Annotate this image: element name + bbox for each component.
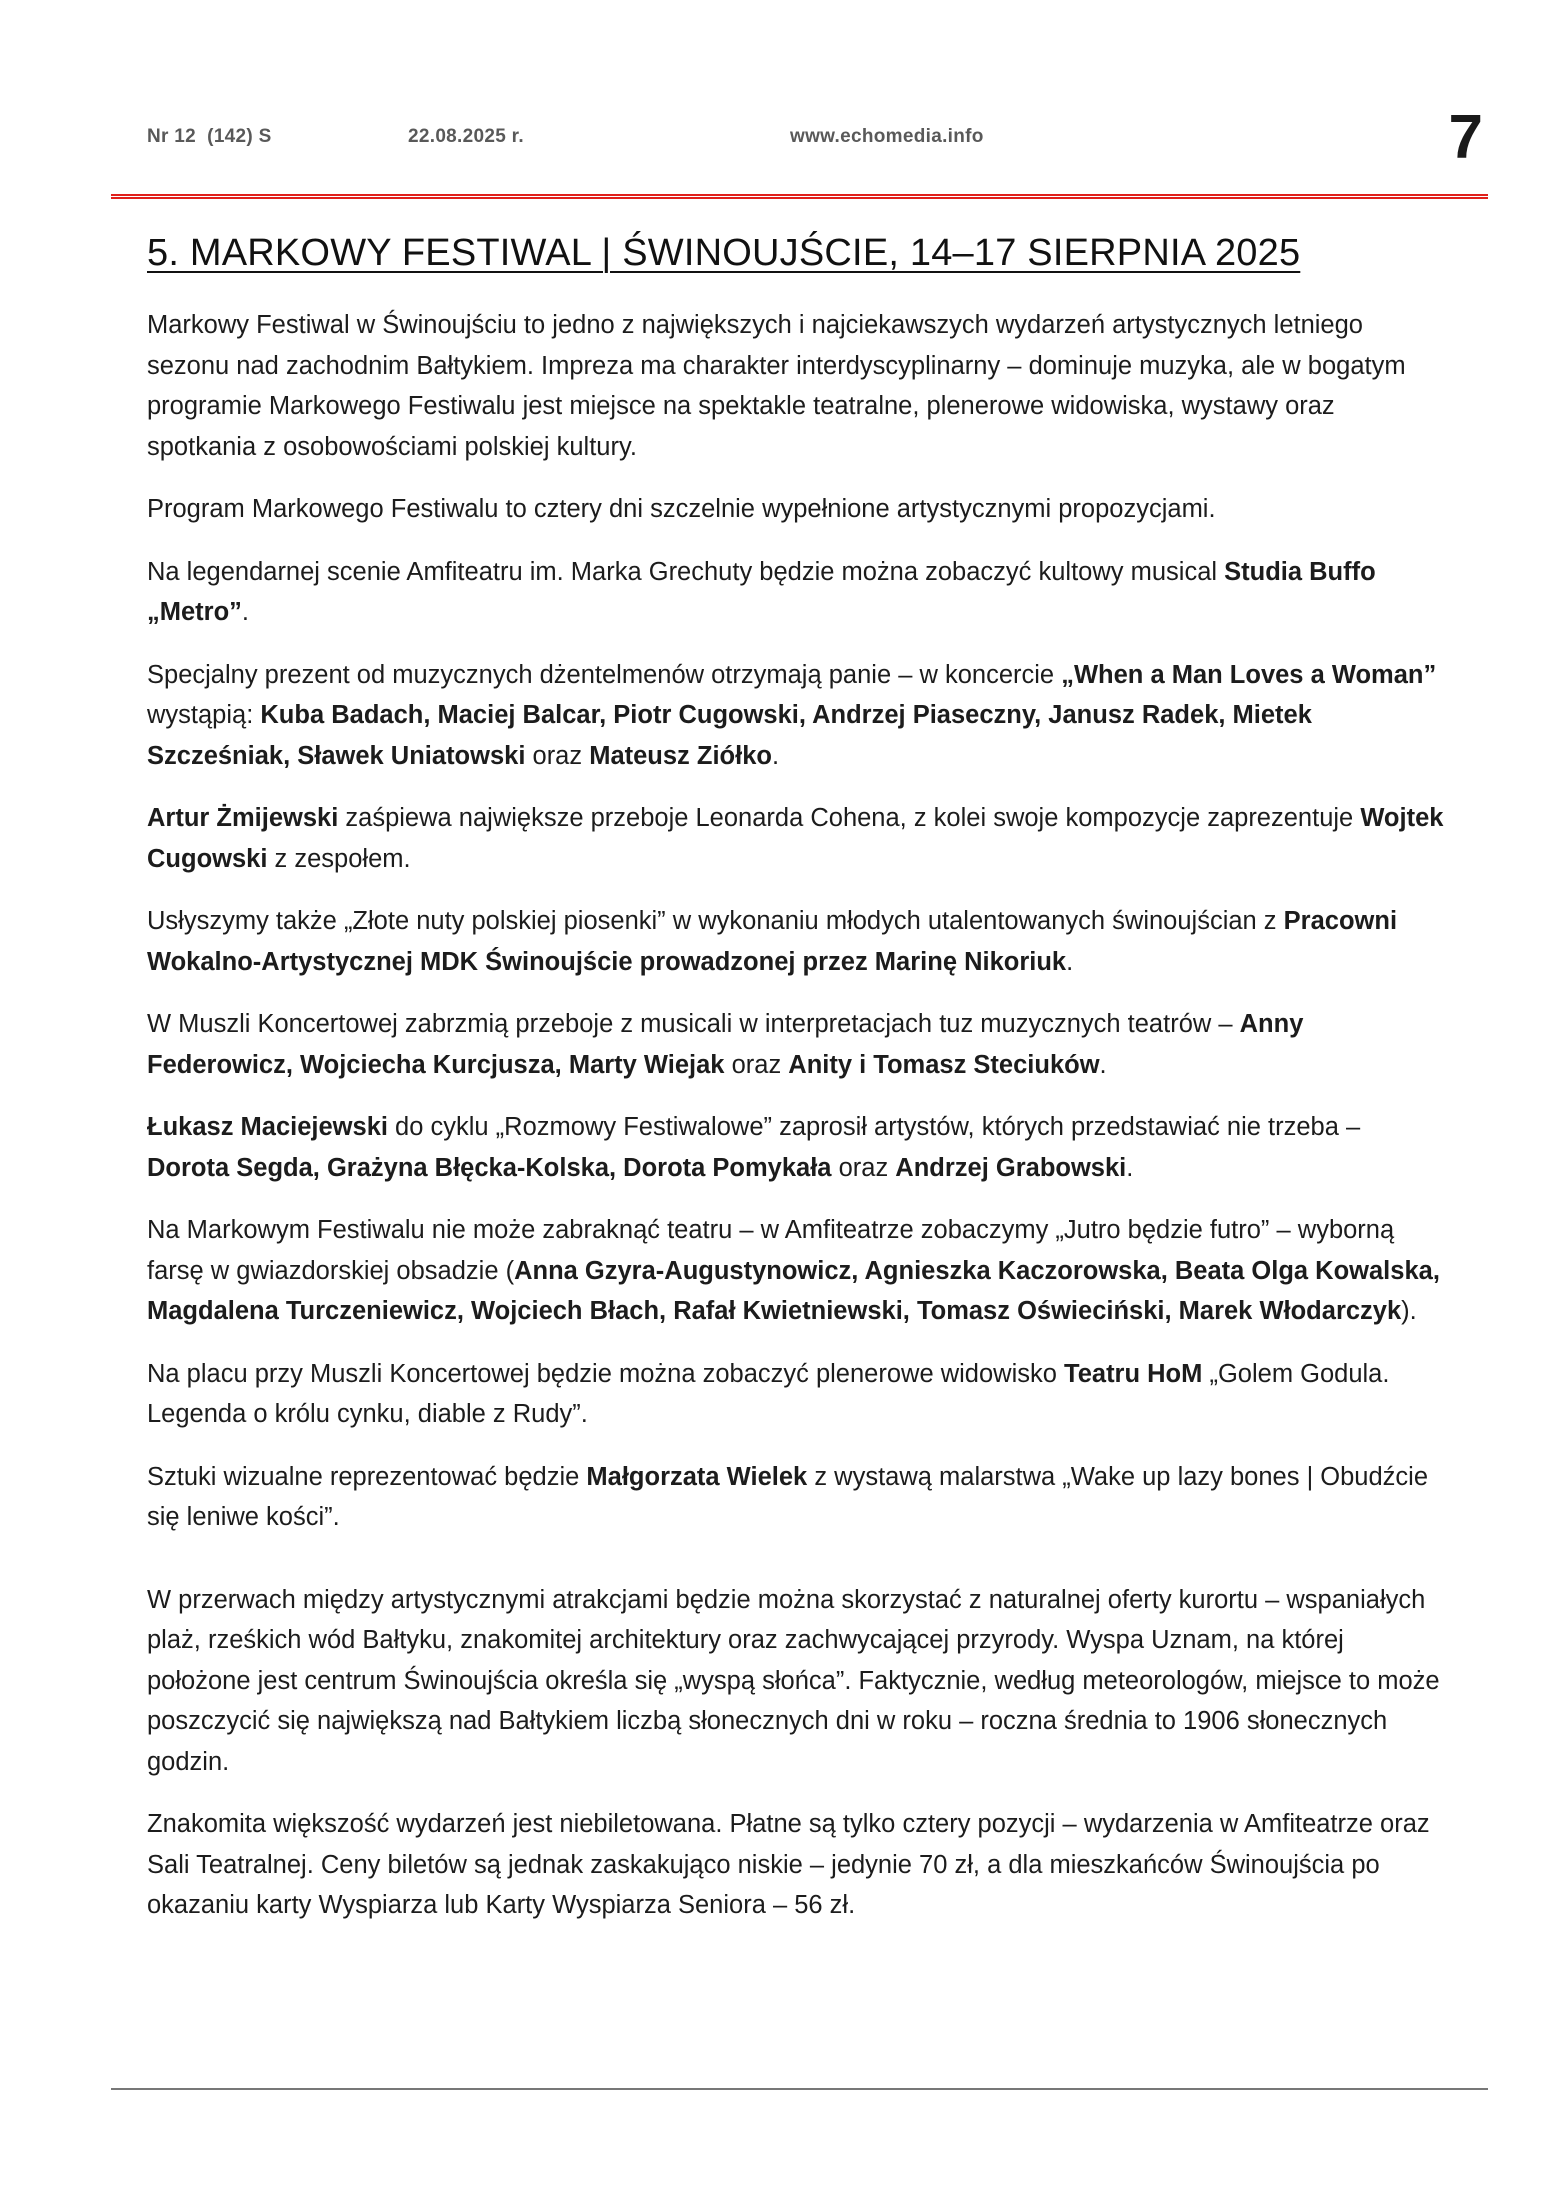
article [147, 232, 1447, 1948]
paragraph-outdoor: Na placu przy Muszli Koncertowej będzie można zobaczyć plenerowe widowisko Teatru HoM „Golem Godula. Legenda o królu cynku, diable z Rudy”. [147, 1359, 1390, 1428]
issue-number: Nr 12 (142) S [147, 126, 272, 147]
paragraph-musicals: W Muszli Koncertowej zabrzmią przeboje z musicali w interpretacjach tuz muzycznych teatrów – Anny Federowicz, Wojciecha Kurcjusza, Marty Wiejak oraz Anity i Tomasz Steciuków. [147, 1010, 1304, 1079]
article-title: 5. MARKOWY FESTIWAL | ŚWINOUJŚCIE, 14–17 SIERPNIA 2025 [147, 232, 1301, 274]
paragraph-tickets: Znakomita większość wydarzeń jest niebiletowana. Płatne są tylko cztery pozycji – wydarzenia w Amfiteatrze oraz Sali Teatralnej. Ceny biletów są jednak zaskakująco niskie – jedynie 70 zł, a dla mieszkańców Świnoujścia po okazaniu karty Wyspiarza lub Karty Wyspiarza Seniora – 56 zł. [147, 1810, 1430, 1919]
page-number: 7 [1448, 103, 1483, 172]
paragraph-metro: Na legendarnej scenie Amfiteatru im. Marka Grechuty będzie można zobaczyć kultowy musical Studia Buffo „Metro”. [147, 557, 1376, 626]
spacer [147, 1560, 1447, 1580]
footer-divider [111, 2088, 1488, 2090]
paragraph-concert: Specjalny prezent od muzycznych dżentelmenów otrzymają panie – w koncercie „When a Man Loves a Woman” wystąpią: Kuba Badach, Maciej Balcar, Piotr Cugowski, Andrzej Piaseczny, Janusz Radek, Mietek Szcześniak, Sławek Uniatowski oraz Mateusz Ziółko. [147, 660, 1437, 770]
paragraph-cohen: Artur Żmijewski zaśpiewa największe przeboje Leonarda Cohena, z kolei swoje kompozycje zaprezentuje Wojtek Cugowski z zespołem. [147, 804, 1444, 873]
paragraph-exhibition: Sztuki wizualne reprezentować będzie Małgorzata Wielek z wystawą malarstwa „Wake up lazy bones | Obudźcie się leniwe kości”. [147, 1462, 1429, 1531]
paragraph-rozmowy: Łukasz Maciejewski do cyklu „Rozmowy Festiwalowe” zaprosił artystów, których przedstawiać nie trzeba – Dorota Segda, Grażyna Błęcka-Kolska, Dorota Pomykała oraz Andrzej Grabowski. [147, 1113, 1361, 1182]
paragraph-intro: Markowy Festiwal w Świnoujściu to jedno z największych i najciekawszych wydarzeń artystycznych letniego sezonu nad zachodnim Bałtykiem. Impreza ma charakter interdyscyplinarny – dominuje muzyka, ale w bogatym programie Markowego Festiwalu jest miejsce na spektakle teatralne, plenerowe widowiska, wystawy oraz spotkania z osobowościami polskiej kultury. [147, 311, 1406, 461]
website-link[interactable]: www.echomedia.info [790, 126, 984, 147]
paragraph-theatre: Na Markowym Festiwalu nie może zabraknąć teatru – w Amfiteatrze zobaczymy „Jutro będzie futro” – wyborną farsę w gwiazdorskiej obsadzie (Anna Gzyra-Augustynowicz, Agnieszka Kaczorowska, Beata Olga Kowalska, Magdalena Turczeniewicz, Wojciech Błach, Rafał Kwietniewski, Tomasz Oświeciński, Marek Włodarczyk). [147, 1216, 1440, 1325]
page-header [0, 103, 1558, 180]
issue-date: 22.08.2025 r. [408, 126, 524, 147]
paragraph-resort: W przerwach między artystycznymi atrakcjami będzie można skorzystać z naturalnej oferty kurortu – wspaniałych plaż, rześkich wód Bałtyku, znakomitej architektury oraz zachwycającej przyrody. Wyspa Uznam, na której położone jest centrum Świnoujścia określa się „wyspą słońca”. Faktycznie, według meteorologów, miejsce to może poszczycić się największą nad Bałtykiem liczbą słonecznych dni w roku – roczna średnia to 1906 słonecznych godzin. [147, 1585, 1440, 1776]
paragraph-program: Program Markowego Festiwalu to cztery dni szczelnie wypełnione artystycznymi propozycjami. [147, 495, 1216, 523]
paragraph-zlote-nuty: Usłyszymy także „Złote nuty polskiej piosenki” w wykonaniu młodych utalentowanych świnoujścian z Pracowni Wokalno-Artystycznej MDK Świnoujście prowadzonej przez Marinę Nikoriuk. [147, 907, 1398, 976]
header-divider [111, 194, 1488, 199]
